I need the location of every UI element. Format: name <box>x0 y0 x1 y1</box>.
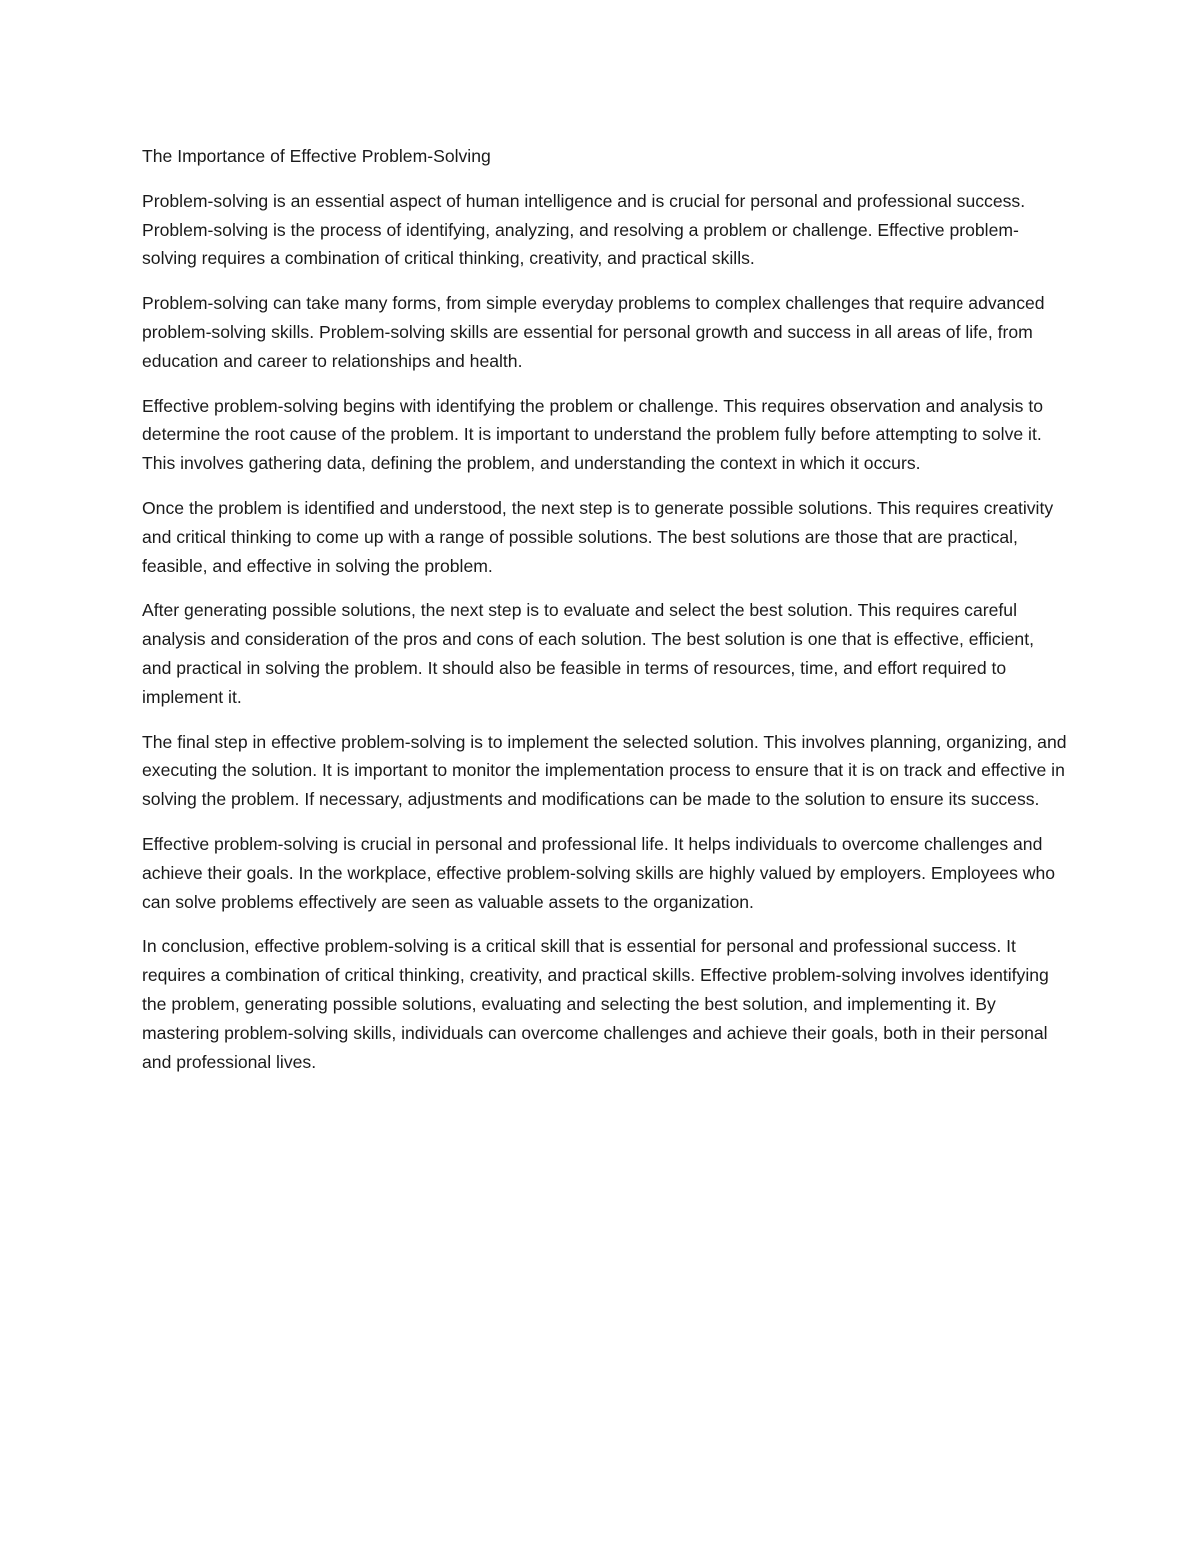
paragraph-8: In conclusion, effective problem-solving is a critical skill that is essential for personal and professional success. It requires a combination of critical thinking, creativity, and practical skills. Effective problem-solving involves identifying the problem, generating possible solutions, evaluating and selecting the best solution, and implementing it. By mastering problem-solving skills, individuals can overcome challenges and achieve their goals, both in their personal and professional lives. <box>142 936 1049 1072</box>
paragraph-3: Effective problem-solving begins with identifying the problem or challenge. This requires observation and analysis to determine the root cause of the problem. It is important to understand the problem fully before attempting to solve it. This involves gathering data, defining the problem, and understanding the context in which it occurs. <box>142 395 1044 474</box>
paragraph-6: The final step in effective problem-solving is to implement the selected solution. This involves planning, organizing, and executing the solution. It is important to monitor the implementation process to ensure that it is on track and effective in solving the problem. If necessary, adjustments and modifications can be made to the solution to ensure its success. <box>142 731 1067 810</box>
document-title: The Importance of Effective Problem-Solving <box>142 146 491 166</box>
document-page <box>142 142 1067 1092</box>
paragraph-4: Once the problem is identified and understood, the next step is to generate possible solutions. This requires creativity and critical thinking to come up with a range of possible solutions. The best solutions are those that are practical, feasible, and effective in solving the problem. <box>142 497 1054 576</box>
paragraph-5: After generating possible solutions, the next step is to evaluate and select the best solution. This requires careful analysis and consideration of the pros and cons of each solution. The best solution is one that is effective, efficient, and practical in solving the problem. It should also be feasible in terms of resources, time, and effort required to implement it. <box>142 600 1034 707</box>
paragraph-1: Problem-solving is an essential aspect of human intelligence and is crucial for personal and professional success. Problem-solving is the process of identifying, analyzing, and resolving a problem or challenge. Effective problem-solving requires a combination of critical thinking, creativity, and practical skills. <box>142 190 1026 269</box>
paragraph-2: Problem-solving can take many forms, from simple everyday problems to complex challenges that require advanced problem-solving skills. Problem-solving skills are essential for personal growth and success in all areas of life, from education and career to relationships and health. <box>142 293 1045 371</box>
paragraph-7: Effective problem-solving is crucial in personal and professional life. It helps individuals to overcome challenges and achieve their goals. In the workplace, effective problem-solving skills are highly valued by employers. Employees who can solve problems effectively are seen as valuable assets to the organization. <box>142 833 1056 912</box>
